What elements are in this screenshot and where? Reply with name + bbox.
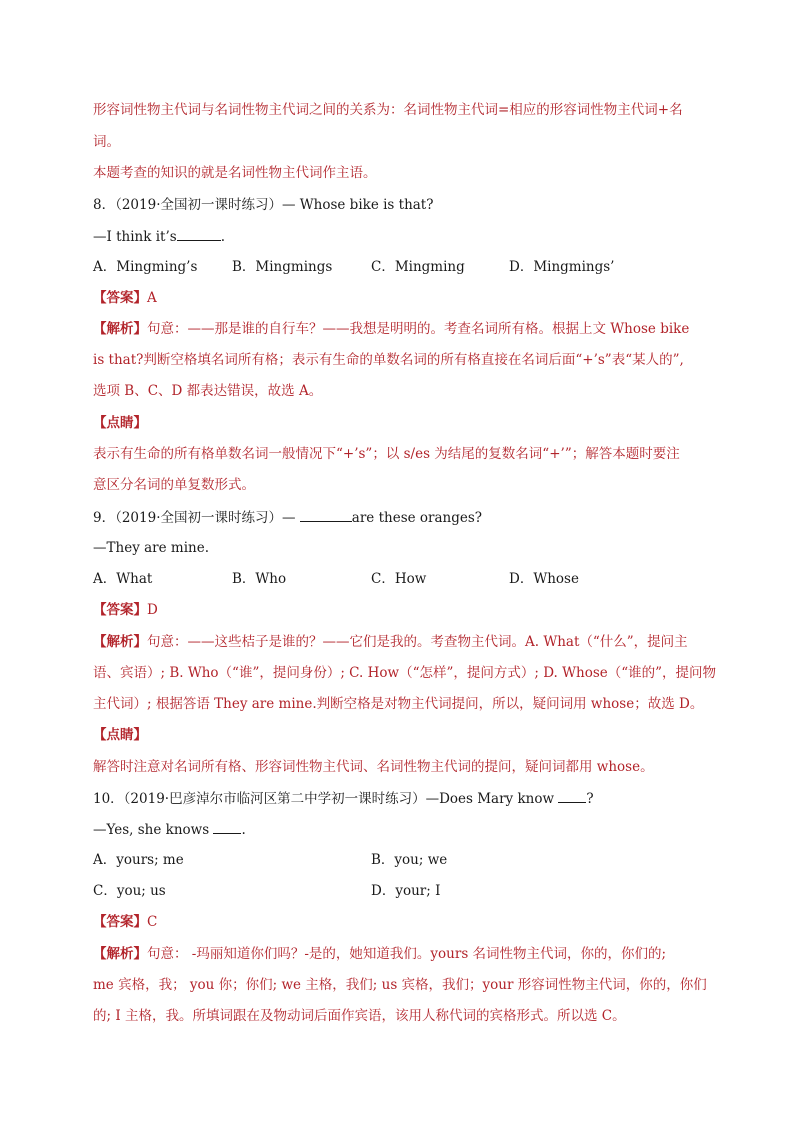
option-b: B．you; we (371, 852, 448, 868)
option-a: A．What (93, 571, 153, 587)
question-9-response: —They are mine. (93, 540, 209, 556)
stem-end: are these oranges? (351, 510, 483, 526)
response-text: —I think it’s (93, 229, 177, 245)
question-8-response (93, 227, 705, 246)
option-a: A．Mingming’s (93, 259, 198, 275)
text-line: 本题考查的知识的就是名词性物主代词作主语。 (93, 165, 377, 181)
answer-tag: 【答案】 (93, 914, 147, 930)
answer-blank (558, 789, 586, 803)
stem-text: 10．（2019·巴彦淖尔市临河区第二中学初一课时练习）—Does Mary know (93, 791, 555, 807)
analysis-line (93, 945, 705, 963)
answer-value: C (147, 914, 158, 930)
question-8-stem: 8．（2019·全国初一课时练习）— Whose bike is that? (93, 197, 434, 213)
tip-line: 意区分名词的单复数形式。 (93, 477, 255, 493)
answer-blank (300, 508, 352, 522)
stem-text: 9．（2019·全国初一课时练习）— (93, 510, 296, 526)
tip-line: 解答时注意对名词所有格、形容词性物主代词、名词性物主代词的提问，疑问词都用 whose。 (93, 759, 654, 775)
answer-tag: 【答案】 (93, 290, 147, 306)
option-b: B．Mingmings (232, 259, 333, 275)
option-b: B．Who (232, 571, 287, 587)
analysis-line: 语、宾语）; B. Who（“谁”，提问身份）; C. How（“怎样”，提问方式）; D. Whose（“谁的”，提问物 (93, 665, 717, 681)
response-text: —Yes, she knows (93, 822, 210, 838)
stem-end: ? (586, 791, 594, 807)
analysis-text: 句意： -玛丽知道你们吗？-是的，她知道我们。yours 名词性物主代词，你的，你们的; (147, 946, 667, 962)
analysis-line: 的; I 主格，我。所填词跟在及物动词后面作宾语，该用人称代词的宾格形式。所以选 C。 (93, 1008, 626, 1024)
analysis-text: 句意：——那是谁的自行车？——我想是明明的。考查名词所有格。根据上文 Whose bike (147, 321, 690, 337)
text-line: 词。 (93, 134, 120, 150)
answer-line (93, 913, 705, 931)
response-end: . (241, 822, 246, 838)
answer-blank (177, 227, 221, 241)
analysis-line: is that?判断空格填名词所有格；表示有生命的单数名词的所有格直接在名词后面“+’s”表“某人的”, (93, 352, 684, 368)
question-9-stem (93, 508, 705, 527)
answer-value: D (147, 602, 158, 618)
tip-tag: 【点睛】 (93, 727, 147, 743)
option-a: A．yours; me (93, 852, 184, 868)
analysis-text: 句意：——这些桔子是谁的？——它们是我的。考查物主代词。A. What（“什么”，提问主 (147, 634, 688, 650)
analysis-line (93, 633, 705, 651)
answer-value: A (147, 290, 157, 306)
option-d: D．your; I (371, 883, 441, 899)
option-c: C．you; us (93, 883, 166, 899)
tip-line: 表示有生命的所有格单数名词一般情况下“+’s”；以 s/es 为结尾的复数名词“+’”；解答本题时要注 (93, 446, 680, 462)
option-d: D．Whose (509, 571, 579, 587)
analysis-tag: 【解析】 (93, 634, 147, 650)
analysis-tag: 【解析】 (93, 321, 147, 337)
answer-line (93, 289, 705, 307)
analysis-line: 主代词）; 根据答语 They are mine.判断空格是对物主代词提问，所以，疑问词用 whose；故选 D。 (93, 696, 704, 712)
answer-line (93, 601, 705, 619)
analysis-line: me 宾格，我； you 你；你们; we 主格，我们; us 宾格，我们；your 形容词性物主代词，你的，你们 (93, 977, 707, 993)
option-d: D．Mingmings’ (509, 259, 615, 275)
option-c: C．How (371, 571, 427, 587)
answer-blank (213, 820, 241, 834)
question-10-stem (93, 789, 705, 808)
analysis-line (93, 320, 705, 338)
analysis-tag: 【解析】 (93, 946, 147, 962)
response-end: . (220, 229, 225, 245)
answer-tag: 【答案】 (93, 602, 147, 618)
option-c: C．Mingming (371, 259, 465, 275)
text-line: 形容词性物主代词与名词性物主代词之间的关系为：名词性物主代词=相应的形容词性物主代词+名 (93, 102, 683, 118)
tip-tag: 【点睛】 (93, 415, 147, 431)
analysis-line: 选项 B、C、D 都表达错误，故选 A。 (93, 383, 323, 399)
question-10-response (93, 820, 705, 839)
